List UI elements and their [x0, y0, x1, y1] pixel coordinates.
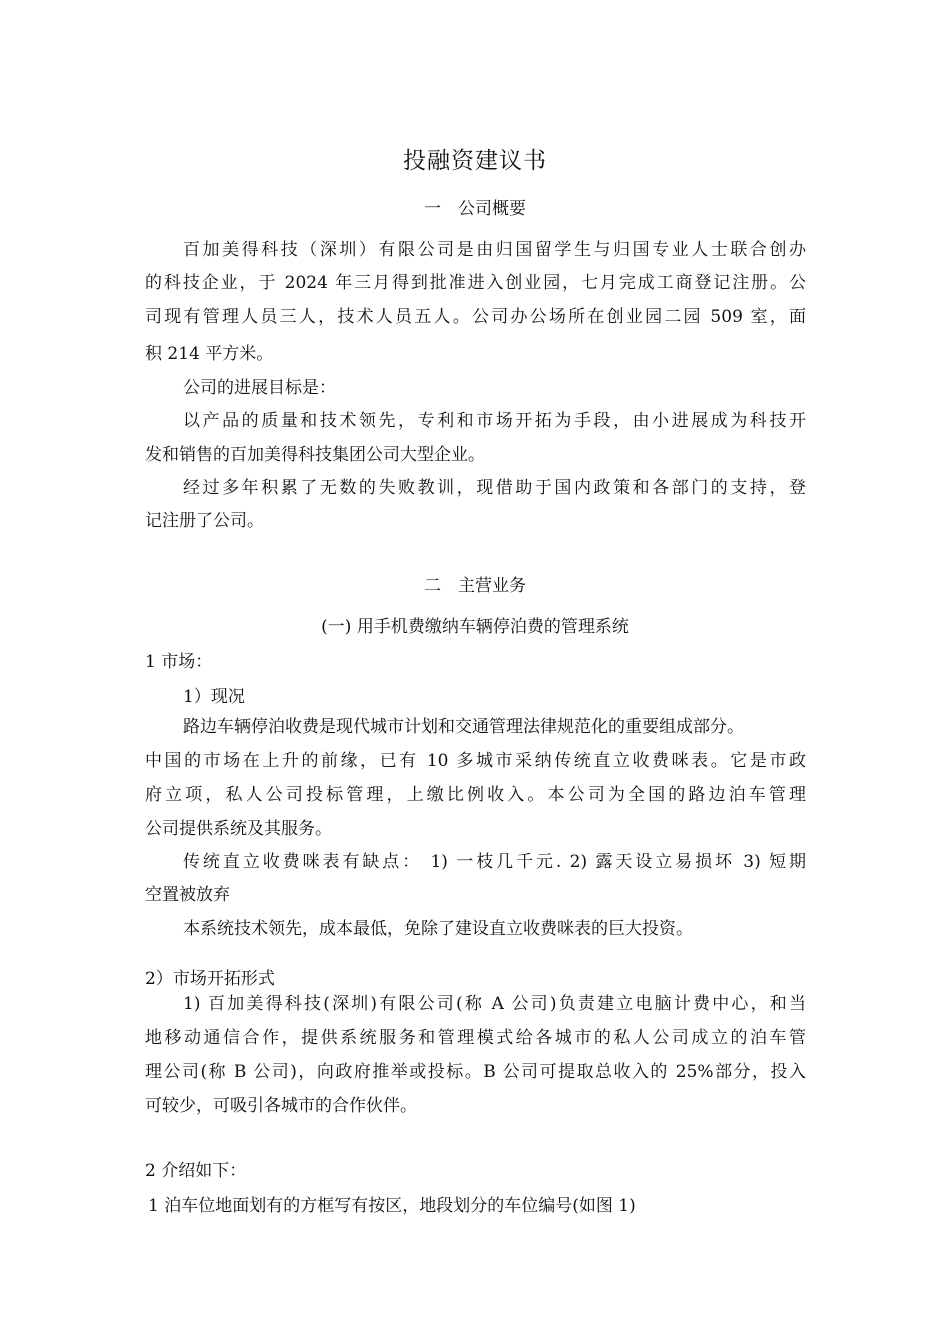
paragraph-line: 公司提供系统及其服务。 — [145, 819, 332, 839]
document-title: 投融资建议书 — [403, 148, 547, 174]
paragraph-line: 百加美得科技（深圳）有限公司是由归国留学生与归国专业人士联合创办 — [183, 240, 806, 260]
intro-item: 1 泊车位地面划有的方框写有按区，地段划分的车位编号(如图 1) — [148, 1196, 636, 1216]
paragraph-line: 空置被放弃 — [145, 885, 230, 905]
paragraph-line: 地移动通信合作，提供系统服务和管理模式给各城市的私人公司成立的泊车管 — [145, 1028, 806, 1048]
paragraph-line: 路边车辆停泊收费是现代城市计划和交通管理法律规范化的重要组成部分。 — [183, 717, 744, 737]
paragraph-line: 可较少，可吸引各城市的合作伙伴。 — [145, 1096, 417, 1116]
paragraph-line: 以产品的质量和技术领先，专利和市场开拓为手段，由小进展成为科技开 — [183, 411, 806, 431]
paragraph-line: 经过多年积累了无数的失败教训，现借助于国内政策和各部门的支持，登 — [183, 478, 806, 498]
subsection-heading: (一) 用手机费缴纳车辆停泊费的管理系统 — [321, 617, 629, 637]
market-label: 1 市场： — [145, 652, 213, 672]
section-heading-overview: 一 公司概要 — [424, 199, 526, 219]
status-label: 1）现况 — [183, 687, 245, 707]
section-heading-business: 二 主营业务 — [424, 576, 526, 596]
paragraph-line: 本系统技术领先，成本最低，免除了建设直立收费咪表的巨大投资。 — [183, 919, 693, 939]
paragraph-line: 的科技企业，于 2024 年三月得到批准进入创业园，七月完成工商登记注册。公 — [145, 273, 806, 293]
paragraph-line: 传统直立收费咪表有缺点： 1) 一枝几千元. 2) 露天设立易损坏 3) 短期 — [183, 852, 806, 872]
expansion-label: 2）市场开拓形式 — [145, 969, 275, 989]
paragraph-line: 1) 百加美得科技(深圳)有限公司(称 A 公司)负责建立电脑计费中心，和当 — [183, 994, 806, 1014]
paragraph-line: 府立项，私人公司投标管理，上缴比例收入。本公司为全国的路边泊车管理 — [145, 785, 806, 805]
goal-label: 公司的进展目标是： — [183, 378, 336, 398]
paragraph-line: 发和销售的百加美得科技集团公司大型企业。 — [145, 445, 485, 465]
paragraph-line: 中国的市场在上升的前缘，已有 10 多城市采纳传统直立收费咪表。它是市政 — [145, 751, 806, 771]
paragraph-line: 记注册了公司。 — [145, 511, 264, 531]
paragraph-line: 司现有管理人员三人，技术人员五人。公司办公场所在创业园二园 509 室，面 — [145, 307, 806, 327]
intro-label: 2 介绍如下： — [145, 1161, 247, 1181]
paragraph-line: 理公司(称 B 公司)，向政府推举或投标。B 公司可提取总收入的 25%部分，投入 — [145, 1062, 806, 1082]
paragraph-line: 积 214 平方米。 — [145, 344, 274, 364]
